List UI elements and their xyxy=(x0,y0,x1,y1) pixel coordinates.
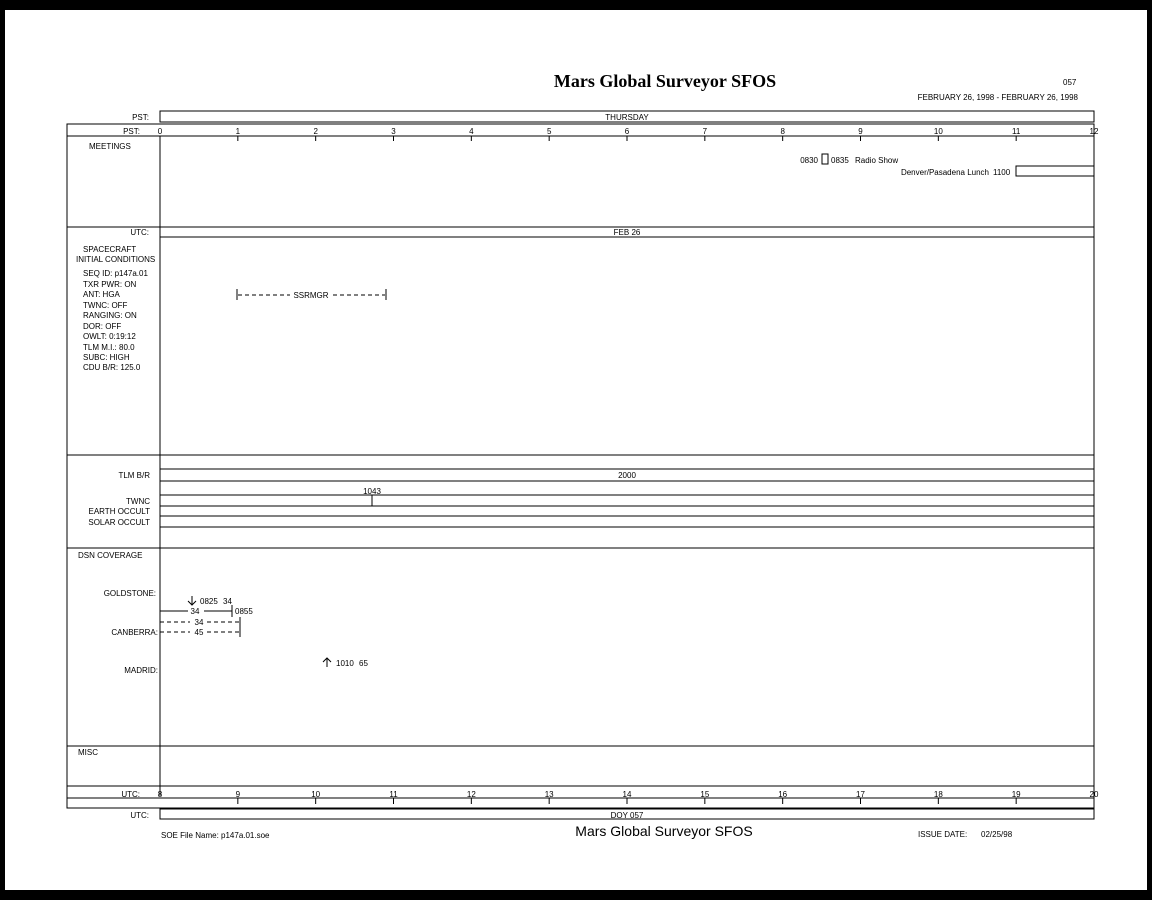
utc-tick-label: 19 xyxy=(1011,790,1021,799)
footer-title: Mars Global Surveyor SFOS xyxy=(575,823,753,839)
dsn-label: DSN COVERAGE xyxy=(78,551,143,560)
condition-item: OWLT: 0:19:12 xyxy=(83,332,136,341)
sfos-page xyxy=(5,10,1147,890)
goldstone-label: GOLDSTONE: xyxy=(103,589,156,598)
pst-tick-label: 4 xyxy=(469,127,474,136)
utc-tick-label: 13 xyxy=(544,790,554,799)
utc-label-doy: UTC: xyxy=(130,811,149,820)
ssrmgr-activity xyxy=(237,289,386,300)
radio-show-name: Radio Show xyxy=(855,156,899,165)
pst-tick-labels xyxy=(158,127,1099,136)
ssrmgr-label: SSRMGR xyxy=(293,291,329,300)
earth-occult-label: EARTH OCCULT xyxy=(88,507,150,516)
initial-conditions-label: INITIAL CONDITIONS xyxy=(76,255,156,264)
utc-tick-label: 10 xyxy=(311,790,321,799)
goldstone-start-time: 0825 xyxy=(200,597,218,606)
utc-label-top: UTC: xyxy=(130,228,149,237)
utc-tick-label: 16 xyxy=(778,790,788,799)
condition-item: TWNC: OFF xyxy=(83,301,128,310)
madrid-station: 65 xyxy=(359,659,368,668)
radio-show-start: 0830 xyxy=(800,156,818,165)
tlm-br-label: TLM B/R xyxy=(118,471,150,480)
utc-tick-label: 17 xyxy=(856,790,865,799)
pst-label-top: PST: xyxy=(132,113,149,122)
utc-tick-label: 11 xyxy=(389,790,398,799)
pst-tick-label: 11 xyxy=(1012,127,1021,136)
utc-date: FEB 26 xyxy=(613,228,641,237)
utc-tick-label: 20 xyxy=(1089,790,1099,799)
date-range: FEBRUARY 26, 1998 - FEBRUARY 26, 1998 xyxy=(917,93,1078,102)
pst-tick-label: 5 xyxy=(546,127,552,136)
meetings-label: MEETINGS xyxy=(89,142,131,151)
pst-tick-label: 12 xyxy=(1089,127,1099,136)
utc-tick-label: 12 xyxy=(466,790,476,799)
goldstone-pass-station: 34 xyxy=(190,607,200,616)
spacecraft-label: SPACECRAFT xyxy=(83,245,137,254)
twnc-time: 1043 xyxy=(363,487,381,496)
sfos-chart xyxy=(5,10,1147,890)
utc-tick-label: 8 xyxy=(157,790,163,799)
solar-occult-label: SOLAR OCCULT xyxy=(88,518,150,527)
doy-label: DOY 057 xyxy=(610,811,644,820)
madrid-start-time: 1010 xyxy=(336,659,354,668)
condition-item: RANGING: ON xyxy=(83,311,137,320)
utc-tick-label: 18 xyxy=(933,790,943,799)
goldstone-end-time: 0855 xyxy=(235,607,253,616)
pst-tick-label: 8 xyxy=(780,127,785,136)
conditions-list xyxy=(83,269,148,372)
condition-item: SEQ ID: p147a.01 xyxy=(83,269,148,278)
doy-number: 057 xyxy=(1063,78,1077,87)
twnc-label: TWNC xyxy=(126,497,150,506)
goldstone-start-arrow xyxy=(188,596,196,605)
radio-show-end: 0835 xyxy=(831,156,849,165)
utc-label-bottom: UTC: xyxy=(121,790,140,799)
pst-tick-label: 6 xyxy=(624,127,630,136)
soe-file-name: SOE File Name: p147a.01.soe xyxy=(161,831,270,840)
condition-item: TLM M.I.: 80.0 xyxy=(83,343,135,352)
misc-label: MISC xyxy=(78,748,98,757)
lunch-time: 1100 xyxy=(993,168,1011,177)
page-title: Mars Global Surveyor SFOS xyxy=(553,71,777,91)
pst-tick-label: 3 xyxy=(391,127,396,136)
condition-item: ANT: HGA xyxy=(83,290,120,299)
lunch-box xyxy=(1016,166,1094,176)
pst-tick-label: 0 xyxy=(157,127,163,136)
pst-tick-label: 9 xyxy=(858,127,863,136)
goldstone-pass xyxy=(160,605,253,617)
madrid-start-arrow xyxy=(323,658,331,667)
canberra-label: CANBERRA: xyxy=(111,628,158,637)
utc-tick-label: 14 xyxy=(622,790,632,799)
canberra-station-a: 34 xyxy=(194,618,204,627)
pst-tick-label: 2 xyxy=(313,127,318,136)
utc-tick-label: 15 xyxy=(700,790,710,799)
pst-label: PST: xyxy=(123,127,140,136)
goldstone-station: 34 xyxy=(223,597,232,606)
lunch-label: Denver/Pasadena Lunch xyxy=(900,168,989,177)
utc-tick-label: 9 xyxy=(235,790,241,799)
condition-item: TXR PWR: ON xyxy=(83,280,137,289)
utc-tick-marks xyxy=(238,798,1016,804)
day-label: THURSDAY xyxy=(605,113,649,122)
canberra-station-b: 45 xyxy=(194,628,204,637)
radio-show-box xyxy=(822,154,828,164)
tlm-br-value: 2000 xyxy=(618,471,636,480)
pst-tick-label: 7 xyxy=(702,127,708,136)
issue-date-label: ISSUE DATE: xyxy=(918,830,968,839)
condition-item: CDU B/R: 125.0 xyxy=(83,363,141,372)
canberra-passes xyxy=(160,617,240,637)
issue-date: 02/25/98 xyxy=(981,830,1013,839)
pst-tick-label: 10 xyxy=(933,127,943,136)
pst-tick-marks xyxy=(238,136,1016,141)
condition-item: SUBC: HIGH xyxy=(83,353,130,362)
pst-tick-label: 1 xyxy=(235,127,241,136)
condition-item: DOR: OFF xyxy=(83,322,122,331)
madrid-label: MADRID: xyxy=(124,666,158,675)
